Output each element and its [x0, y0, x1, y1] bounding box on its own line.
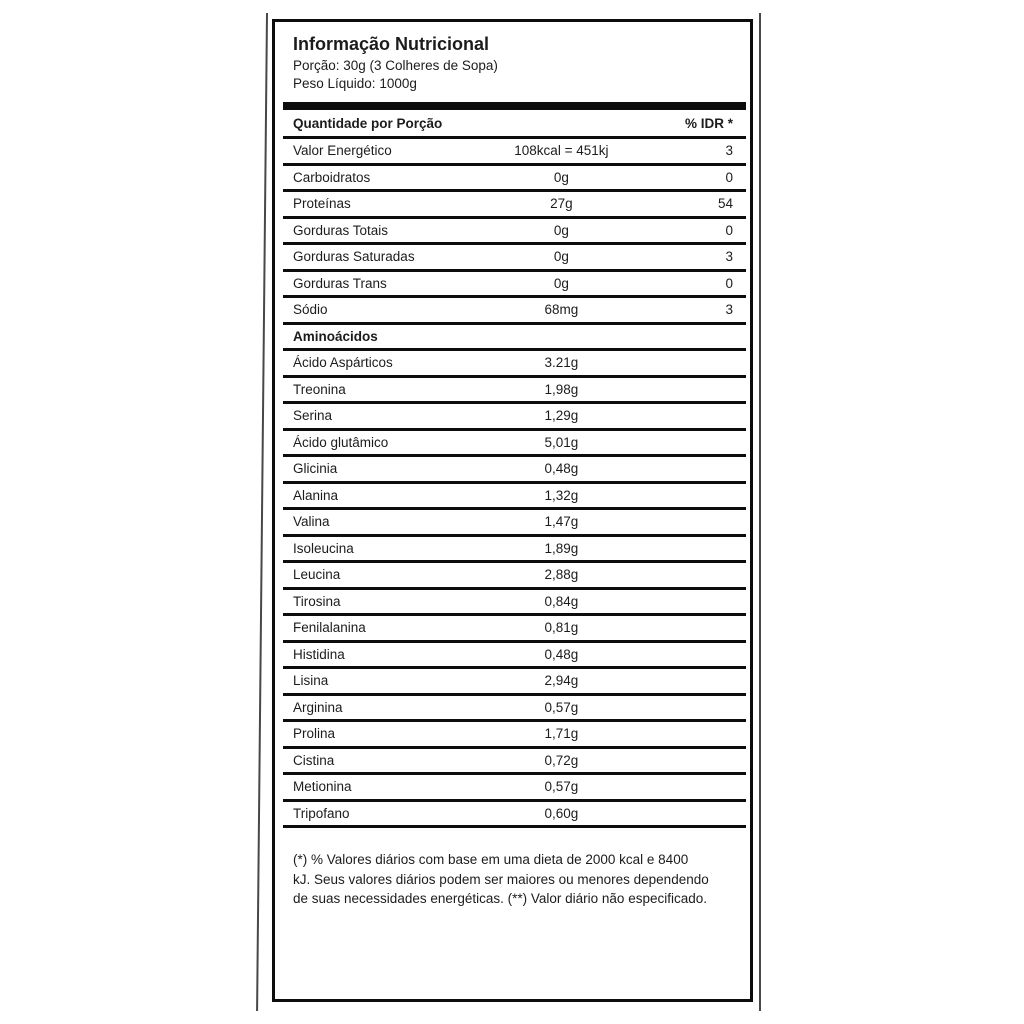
nutrient-amount: 27g [550, 196, 573, 212]
table-row [283, 696, 746, 723]
nutrient-idr-percent: 3 [725, 143, 733, 159]
nutrition-label [272, 19, 753, 1002]
nutrient-name: Gorduras Saturadas [293, 249, 415, 265]
table-row [283, 669, 746, 696]
nutrient-idr-percent: 3 [725, 249, 733, 265]
amino-acid-name: Ácido glutâmico [293, 434, 389, 450]
table-row [283, 563, 746, 590]
amino-acid-name: Isoleucina [293, 540, 354, 556]
amino-acid-name: Tirosina [293, 593, 341, 609]
table-row [283, 722, 746, 749]
amino-acid-name: Leucina [293, 567, 341, 583]
nutrient-name: Valor Energético [293, 143, 392, 159]
table-row [283, 643, 746, 670]
nutrient-name: Gorduras Trans [293, 275, 387, 291]
table-row [283, 351, 746, 378]
nutrition-table [283, 110, 746, 828]
table-row [283, 749, 746, 776]
amino-acid-amount: 1,98g [544, 381, 579, 397]
amino-acid-name: Tripofano [293, 805, 350, 821]
amino-acid-amount: 1,29g [544, 408, 579, 424]
column-header-idr: % IDR * [684, 115, 733, 131]
amino-acid-amount: 3.21g [544, 355, 579, 371]
serving-size-text: Porção: 30g (3 Colheres de Sopa) [293, 58, 498, 73]
amino-acid-name: Alanina [293, 487, 339, 503]
nutrient-idr-percent: 0 [725, 169, 733, 185]
amino-acid-name: Serina [293, 408, 333, 424]
amino-acid-amount: 0,81g [544, 620, 579, 636]
amino-acid-name: Ácido Aspárticos [293, 355, 393, 371]
table-row [283, 537, 746, 564]
amino-section-header-row [283, 325, 746, 352]
amino-acid-amount: 0,57g [544, 699, 579, 715]
table-row [283, 431, 746, 458]
table-row [283, 802, 746, 829]
nutrient-idr-percent: 0 [725, 275, 733, 291]
nutrient-amount: 0g [553, 249, 569, 265]
amino-acid-amount: 1,47g [544, 514, 579, 530]
label-title: Informação Nutricional [293, 34, 490, 54]
amino-acid-amount: 0,48g [544, 646, 579, 662]
amino-acid-amount: 0,72g [544, 752, 579, 768]
amino-acid-name: Arginina [293, 699, 343, 715]
amino-acid-name: Lisina [293, 673, 329, 689]
left-edge-line [256, 13, 267, 1011]
table-row [283, 272, 746, 299]
nutrient-amount: 0g [553, 169, 569, 185]
nutrient-amount: 108kcal = 451kj [514, 143, 609, 159]
nutrient-amount: 0g [553, 275, 569, 291]
nutrient-idr-percent: 3 [725, 302, 733, 318]
table-row [283, 775, 746, 802]
main-nutrient-rows [283, 139, 746, 325]
nutrient-idr-percent: 0 [725, 222, 733, 238]
table-row [283, 219, 746, 246]
nutrient-name: Sódio [293, 302, 328, 318]
amino-acid-amount: 0,57g [544, 779, 579, 795]
table-row [283, 378, 746, 405]
table-row [283, 298, 746, 325]
table-row [283, 616, 746, 643]
amino-acid-amount: 1,32g [544, 487, 579, 503]
table-row [283, 139, 746, 166]
column-header-quantity: Quantidade por Porção [293, 115, 443, 131]
amino-acid-name: Fenilalanina [293, 620, 366, 636]
table-row [283, 510, 746, 537]
amino-acid-amount: 2,94g [544, 673, 579, 689]
nutrient-amount: 0g [553, 222, 569, 238]
right-edge-line [759, 13, 761, 1011]
amino-acid-name: Cistina [293, 752, 335, 768]
nutrient-amount: 68mg [544, 302, 579, 318]
table-row [283, 245, 746, 272]
footnote-line: kJ. Seus valores diários podem ser maiores ou menores dependendo [293, 871, 709, 887]
amino-acid-name: Metionina [293, 779, 352, 795]
table-row [283, 590, 746, 617]
amino-acid-name: Glicinia [293, 461, 338, 477]
footnote [293, 850, 742, 909]
amino-acid-amount: 1,71g [544, 726, 579, 742]
table-row [283, 404, 746, 431]
nutrient-name: Proteínas [293, 196, 351, 212]
amino-acid-amount: 5,01g [544, 434, 579, 450]
table-row [283, 484, 746, 511]
amino-acid-amount: 1,89g [544, 540, 579, 556]
nutrient-idr-percent: 54 [717, 196, 733, 212]
amino-acid-name: Valina [293, 514, 330, 530]
footnote-line: (*) % Valores diários com base em uma dieta de 2000 kcal e 8400 [293, 852, 689, 867]
amino-section-title: Aminoácidos [293, 328, 378, 344]
amino-acid-name: Prolina [293, 726, 336, 742]
amino-acid-amount: 2,88g [544, 567, 579, 583]
amino-acid-name: Histidina [293, 646, 345, 662]
amino-acid-amount: 0,84g [544, 593, 579, 609]
divider-bar [283, 102, 746, 110]
amino-acid-rows [283, 351, 746, 828]
table-header-row [283, 110, 746, 139]
table-row [283, 457, 746, 484]
table-row [283, 166, 746, 193]
table-row [283, 192, 746, 219]
amino-acid-name: Treonina [293, 381, 346, 397]
nutrient-name: Carboidratos [293, 169, 371, 185]
amino-acid-amount: 0,60g [544, 805, 579, 821]
footnote-line: de suas necessidades energéticas. (**) Valor diário não especificado. [293, 891, 707, 906]
amino-acid-amount: 0,48g [544, 461, 579, 477]
net-weight-text: Peso Líquido: 1000g [293, 76, 417, 91]
nutrient-name: Gorduras Totais [293, 222, 389, 238]
